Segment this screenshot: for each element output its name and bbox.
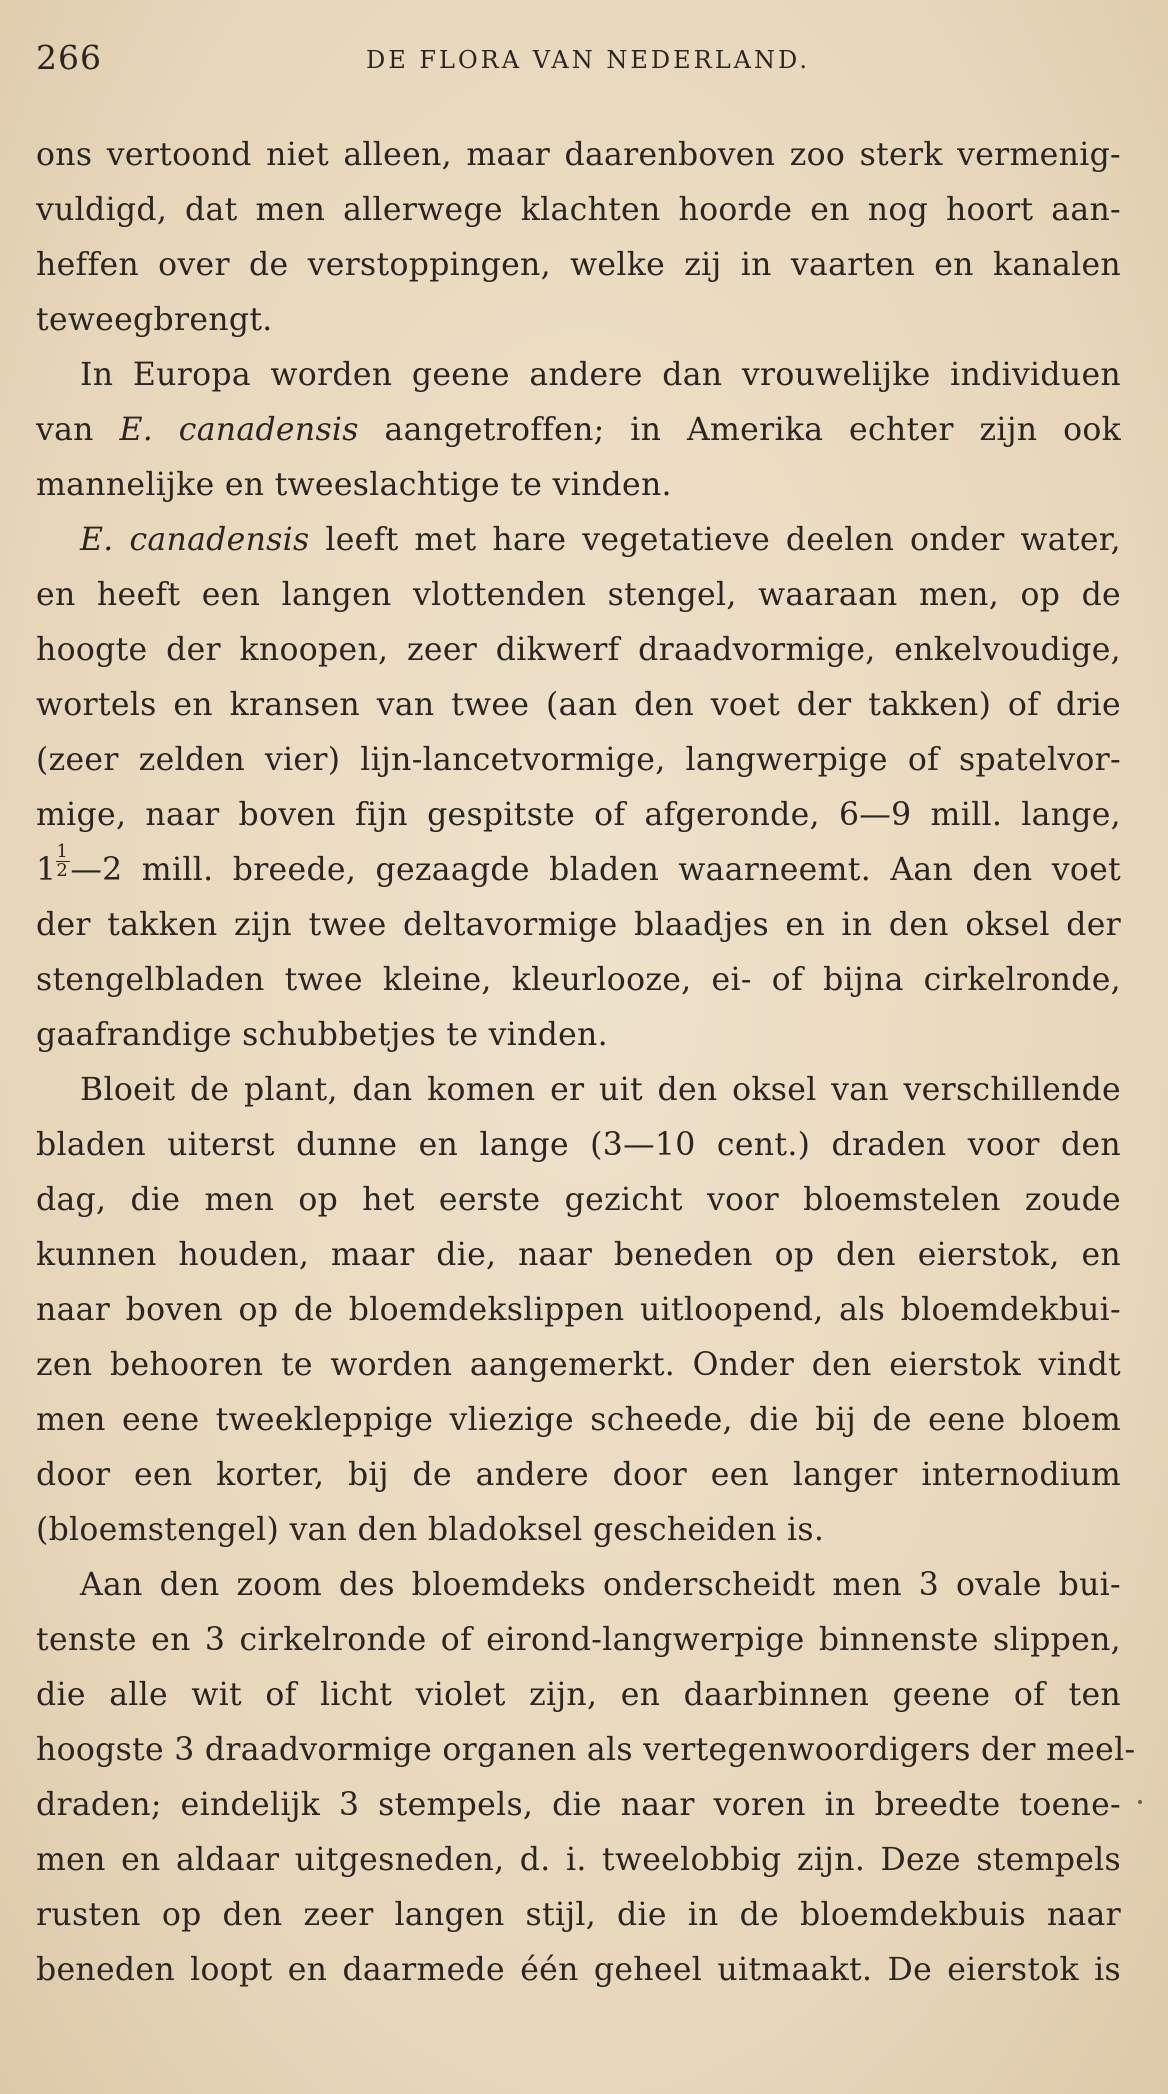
text-line: gaafrandige schubbetjes te vinden.: [36, 1017, 608, 1053]
text-line: rusten op den zeer langen stijl, die in de bloemdekbuis naar: [36, 1897, 1121, 1933]
text-line-with-fraction: 1 $\frac{1}{2}$ —2 mill. breede, gezaagde bladen waarneemt. Aan den voet: [36, 841, 1121, 888]
text-line: door een korter, bij de andere door een langer internodium: [36, 1457, 1121, 1493]
text-line: hoogte der knoopen, zeer dikwerf draadvormige, enkelvoudige,: [36, 632, 1121, 668]
text-line: men eene tweekleppige vliezige scheede, die bij de eene bloem: [36, 1402, 1121, 1438]
species-name: E. canadensis: [80, 522, 310, 558]
text-line: dag, die men op het eerste gezicht voor bloemstelen zoude: [36, 1182, 1121, 1218]
text-line: en heeft een langen vlottenden stengel, waaraan men, op de: [36, 577, 1121, 613]
text-line: naar boven op de bloemdekslippen uitloopend, als bloemdekbui-: [36, 1292, 1121, 1328]
margin-mark: [1138, 1800, 1142, 1804]
text-line: men en aldaar uitgesneden, d. i. tweelobbig zijn. Deze stempels: [36, 1842, 1121, 1878]
text-line: der takken zijn twee deltavormige blaadjes en in den oksel der: [36, 907, 1121, 943]
running-head: [36, 38, 1116, 88]
text-line: teweegbrengt.: [36, 302, 273, 338]
text-line: Bloeit de plant, dan komen er uit den oksel van verschillende: [80, 1072, 1121, 1108]
text-line: ons vertoond niet alleen, maar daarenboven zoo sterk vermenig-: [36, 137, 1121, 173]
text-line: vuldigd, dat men allerwege klachten hoorde en nog hoort aan-: [36, 192, 1121, 228]
text-line: draden; eindelijk 3 stempels, die naar voren in breedte toene-: [36, 1787, 1121, 1823]
text-line: (zeer zelden vier) lijn-lancetvormige, langwerpige of spatelvor-: [36, 742, 1121, 778]
text-line: kunnen houden, maar die, naar beneden op den eierstok, en: [36, 1237, 1121, 1273]
text-line: beneden loopt en daarmede één geheel uitmaakt. De eierstok is: [36, 1952, 1121, 1988]
text-line: bladen uiterst dunne en lange (3—10 cent.) draden voor den: [36, 1127, 1121, 1163]
text-line: wortels en kransen van twee (aan den voet der takken) of drie: [36, 687, 1121, 723]
text-line: die alle wit of licht violet zijn, en daarbinnen geene of ten: [36, 1677, 1121, 1713]
species-name: E. canadensis: [119, 412, 359, 448]
text-line: zen behooren te worden aangemerkt. Onder den eierstok vindt: [36, 1347, 1121, 1383]
text-line: hoogste 3 draadvormige organen als vertegenwoordigers der meel-: [36, 1732, 1136, 1768]
text-line-with-italic: van E. canadensis aangetroffen; in Amerika echter zijn ook: [36, 412, 1121, 448]
page-number: 266: [36, 38, 102, 77]
text-line: mannelijke en tweeslachtige te vinden.: [36, 467, 672, 503]
text-line: In Europa worden geene andere dan vrouwelijke individuen: [80, 357, 1121, 393]
running-title: DE FLORA VAN NEDERLAND.: [366, 46, 810, 74]
fraction: $\frac{1}{2}$: [56, 844, 70, 879]
text-line: Aan den zoom des bloemdeks onderscheidt men 3 ovale bui-: [80, 1567, 1121, 1603]
text-line: mige, naar boven fijn gespitste of afgeronde, 6—9 mill. lange,: [36, 797, 1121, 833]
text-line: stengelbladen twee kleine, kleurlooze, ei- of bijna cirkelronde,: [36, 962, 1121, 998]
text-line: tenste en 3 cirkelronde of eirond-langwerpige binnenste slippen,: [36, 1622, 1121, 1658]
text-line: (bloemstengel) van den bladoksel gescheiden is.: [36, 1512, 825, 1548]
text-line-with-italic: E. canadensis leeft met hare vegetatieve deelen onder water,: [80, 522, 1121, 558]
text-body: [36, 128, 1136, 1998]
text-line: heffen over de verstoppingen, welke zij in vaarten en kanalen: [36, 247, 1121, 283]
